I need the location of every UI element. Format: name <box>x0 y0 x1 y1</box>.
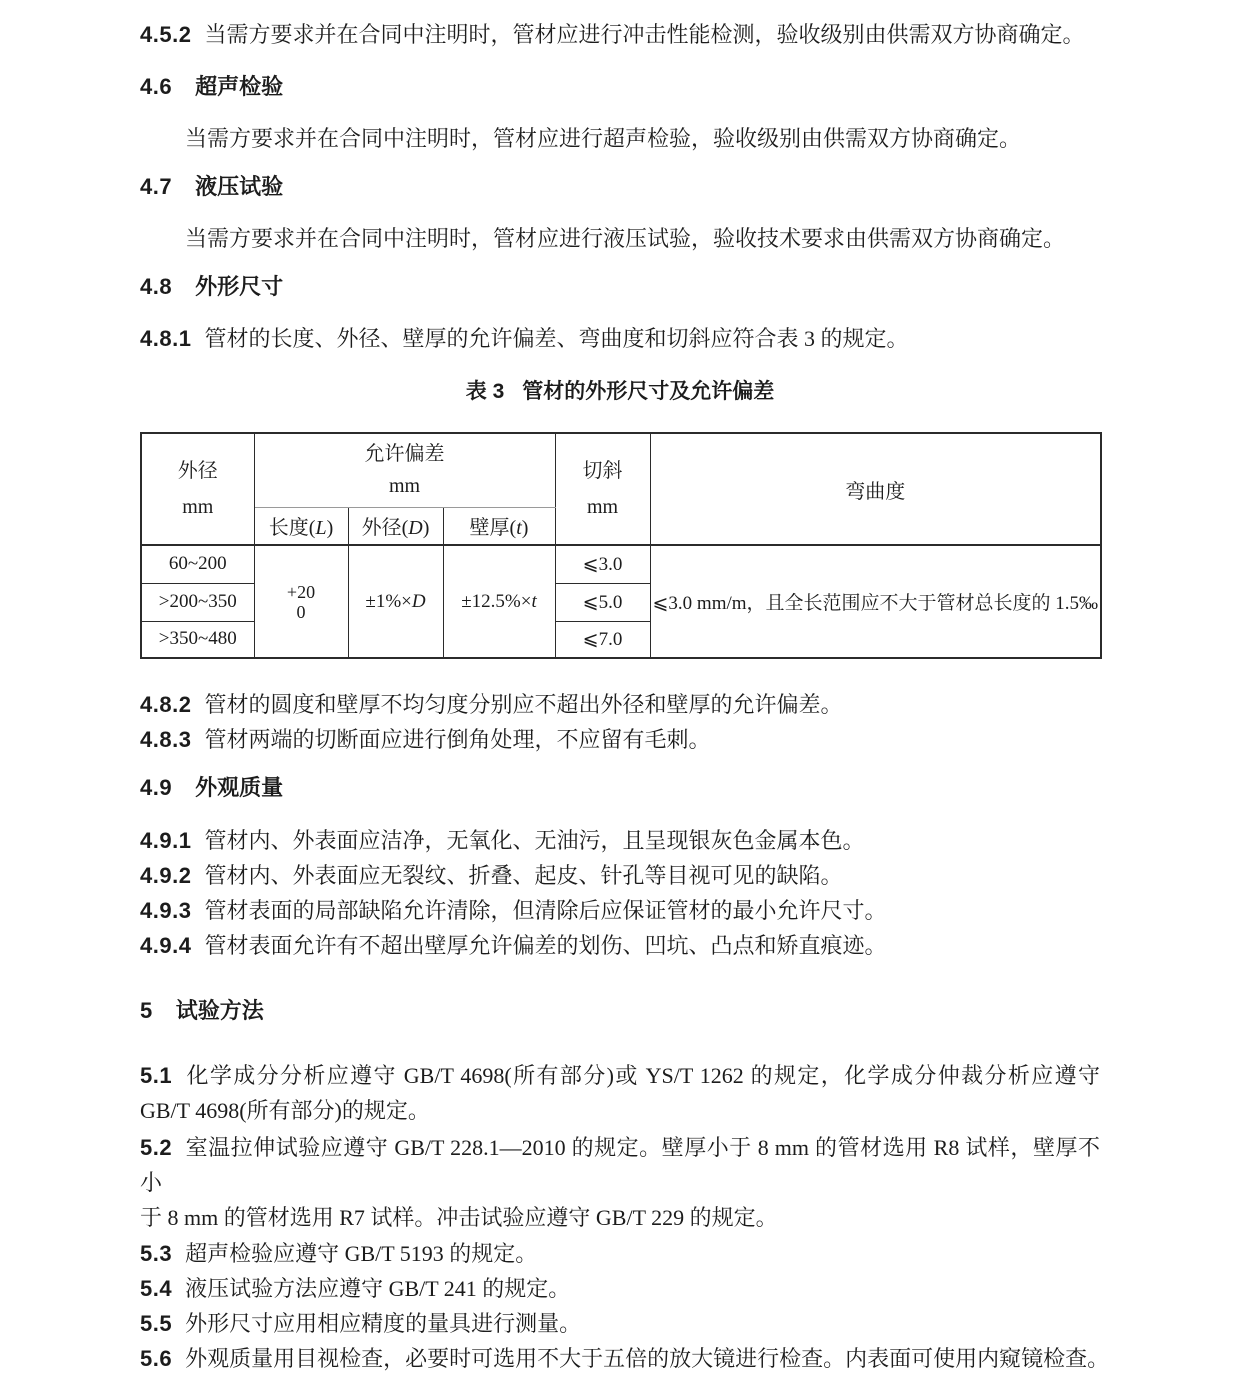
tolerance-lower: 0 <box>296 601 306 622</box>
paragraph-4-7: 当需方要求并在合同中注明时，管材应进行液压试验，验收技术要求由供需双方协商确定。 <box>185 226 1066 251</box>
clause-4-8-3 <box>140 722 1100 757</box>
clause-line-1 <box>140 1130 1100 1200</box>
clause-text: 液压试验方法应遵守 GB/T 241 的规定。 <box>185 1276 571 1301</box>
clause-number: 4.9.1 <box>140 828 192 853</box>
wall-deviation-var: t <box>531 590 537 612</box>
table-caption <box>140 374 1100 409</box>
clause-number: 5.6 <box>140 1346 173 1371</box>
clause-line-1 <box>140 1058 1100 1093</box>
heading-title: 外观质量 <box>195 775 284 800</box>
clause-number: 5.1 <box>140 1063 173 1088</box>
clause-5-1 <box>140 1058 1100 1128</box>
heading-title: 超声检验 <box>195 74 284 99</box>
cell-od-deviation <box>348 545 443 658</box>
clause-number: 4.8.1 <box>140 326 192 351</box>
table-row <box>141 545 1101 583</box>
th-outer-diameter-unit: mm <box>182 496 214 518</box>
th-wall-close: ) <box>521 517 529 540</box>
clause-line-2 <box>140 1200 1100 1235</box>
th-od-close: ) <box>422 517 430 540</box>
clause-4-8-2 <box>140 687 1100 722</box>
clause-number: 4.9.4 <box>140 933 192 958</box>
th-od-var: D <box>408 517 423 540</box>
th-allowed-deviation-unit: mm <box>388 475 421 498</box>
clause-number: 4.9.2 <box>140 863 192 888</box>
heading-title: 试验方法 <box>175 998 264 1023</box>
clause-text: 管材内、外表面应洁净，无氧化、无油污，且呈现银灰色金属本色。 <box>204 828 865 853</box>
heading-number: 5 <box>140 998 153 1023</box>
th-length-sub <box>254 507 348 545</box>
section-heading-4-8 <box>140 269 1100 304</box>
clause-text: 外观质量用目视检查，必要时可选用不大于五倍的放大镜进行检查。内表面可使用内窥镜检查。 <box>185 1346 1110 1371</box>
clause-4-9-1 <box>140 823 1100 858</box>
cell-od-range-3: >350~480 <box>141 621 254 658</box>
clause-4-5-2 <box>140 17 1100 52</box>
cell-bend-degree: ⩽3.0 mm/m，且全长范围应不大于管材总长度的 1.5‰ <box>650 545 1101 658</box>
th-length-var: L <box>315 517 327 540</box>
th-allowed-deviation-label: 允许偏差 <box>364 443 445 466</box>
clause-number: 5.3 <box>140 1241 173 1266</box>
clause-5-6 <box>140 1341 1110 1376</box>
clause-text: GB/T 4698(所有部分)的规定。 <box>140 1098 430 1123</box>
th-allowed-deviation <box>254 433 555 507</box>
clause-text: 管材表面的局部缺陷允许清除，但清除后应保证管材的最小允许尺寸。 <box>204 898 887 923</box>
th-wall-sub <box>443 507 555 545</box>
od-deviation-var: D <box>411 590 426 612</box>
th-wall-text: 壁厚( <box>469 517 517 540</box>
th-od-sub <box>348 507 443 545</box>
cell-cut-slant-3: ⩽7.0 <box>555 621 650 658</box>
table-caption-label: 表 3 <box>465 380 505 403</box>
th-outer-diameter <box>141 433 254 545</box>
section-heading-4-6 <box>140 69 1100 104</box>
clause-number: 4.9.3 <box>140 898 192 923</box>
clause-number: 4.5.2 <box>140 22 192 47</box>
cell-cut-slant-2: ⩽5.0 <box>555 583 650 621</box>
tolerance-stack <box>287 582 315 622</box>
th-od-text: 外径( <box>361 517 409 540</box>
tolerance-upper: +20 <box>286 581 316 602</box>
table-3 <box>140 432 1102 659</box>
table-caption-text: 管材的外形尺寸及允许偏差 <box>522 380 775 403</box>
th-cut-slant-label: 切斜 <box>582 460 623 482</box>
clause-number: 5.4 <box>140 1276 173 1301</box>
clause-number: 4.8.3 <box>140 727 192 752</box>
th-outer-diameter-label: 外径 <box>177 460 218 482</box>
section-heading-4-7 <box>140 169 1100 204</box>
section-heading-5 <box>140 993 1100 1028</box>
clause-4-9-4 <box>140 928 1100 963</box>
clause-number: 4.8.2 <box>140 692 192 717</box>
heading-title: 液压试验 <box>195 174 284 199</box>
wall-deviation-text: ±12.5%× <box>461 590 532 612</box>
od-deviation-text: ±1%× <box>365 590 412 612</box>
clause-4-8-1 <box>140 321 1100 356</box>
heading-title: 外形尺寸 <box>195 274 284 299</box>
clause-5-2 <box>140 1130 1100 1235</box>
th-cut-slant <box>555 433 650 545</box>
th-bend-degree: 弯曲度 <box>650 433 1101 545</box>
heading-number: 4.8 <box>140 274 173 299</box>
section-heading-4-9 <box>140 770 1100 805</box>
cell-wall-deviation <box>443 545 555 658</box>
clause-number: 5.2 <box>140 1135 173 1160</box>
clause-4-9-2 <box>140 858 1100 893</box>
clause-text: 管材两端的切断面应进行倒角处理，不应留有毛刺。 <box>204 727 711 752</box>
th-wall-var: t <box>516 517 522 540</box>
heading-number: 4.7 <box>140 174 173 199</box>
clause-4-9-3 <box>140 893 1100 928</box>
cell-od-range-1: 60~200 <box>141 545 254 583</box>
clause-text: 管材的圆度和壁厚不均匀度分别应不超出外径和壁厚的允许偏差。 <box>204 692 843 717</box>
cell-length-deviation <box>254 545 348 658</box>
clause-line-2 <box>140 1093 1100 1128</box>
clause-text: 外形尺寸应用相应精度的量具进行测量。 <box>185 1311 582 1336</box>
clause-5-4 <box>140 1271 1100 1306</box>
paragraph-4-6: 当需方要求并在合同中注明时，管材应进行超声检验，验收级别由供需双方协商确定。 <box>185 126 1022 151</box>
clause-5-3 <box>140 1236 1100 1271</box>
clause-text: 室温拉伸试验应遵守 GB/T 228.1—2010 的规定。壁厚小于 8 mm 的管材选用 R8 试样，壁厚不小 <box>140 1135 1100 1195</box>
clause-text: 化学成分分析应遵守 GB/T 4698(所有部分)或 YS/T 1262 的规定，化学成分仲裁分析应遵守 <box>185 1063 1100 1088</box>
page-content <box>140 0 1110 1376</box>
clause-5-5 <box>140 1306 1100 1341</box>
heading-number: 4.9 <box>140 775 173 800</box>
th-cut-slant-unit: mm <box>586 496 619 518</box>
clause-text: 管材表面允许有不超出壁厚允许偏差的划伤、凹坑、凸点和矫直痕迹。 <box>204 933 887 958</box>
clause-number: 5.5 <box>140 1311 173 1336</box>
th-length-text: 长度( <box>268 517 316 540</box>
cell-cut-slant-1: ⩽3.0 <box>555 545 650 583</box>
clause-text: 当需方要求并在合同中注明时，管材应进行冲击性能检测，验收级别由供需双方协商确定。 <box>204 22 1085 47</box>
cell-od-range-2: >200~350 <box>141 583 254 621</box>
heading-number: 4.6 <box>140 74 173 99</box>
clause-text: 管材内、外表面应无裂纹、折叠、起皮、针孔等目视可见的缺陷。 <box>204 863 843 888</box>
th-length-close: ) <box>326 517 334 540</box>
clause-text: 超声检验应遵守 GB/T 5193 的规定。 <box>185 1241 538 1266</box>
clause-text: 管材的长度、外径、壁厚的允许偏差、弯曲度和切斜应符合表 3 的规定。 <box>204 326 909 351</box>
clause-text: 于 8 mm 的管材选用 R7 试样。冲击试验应遵守 GB/T 229 的规定。 <box>140 1205 778 1230</box>
